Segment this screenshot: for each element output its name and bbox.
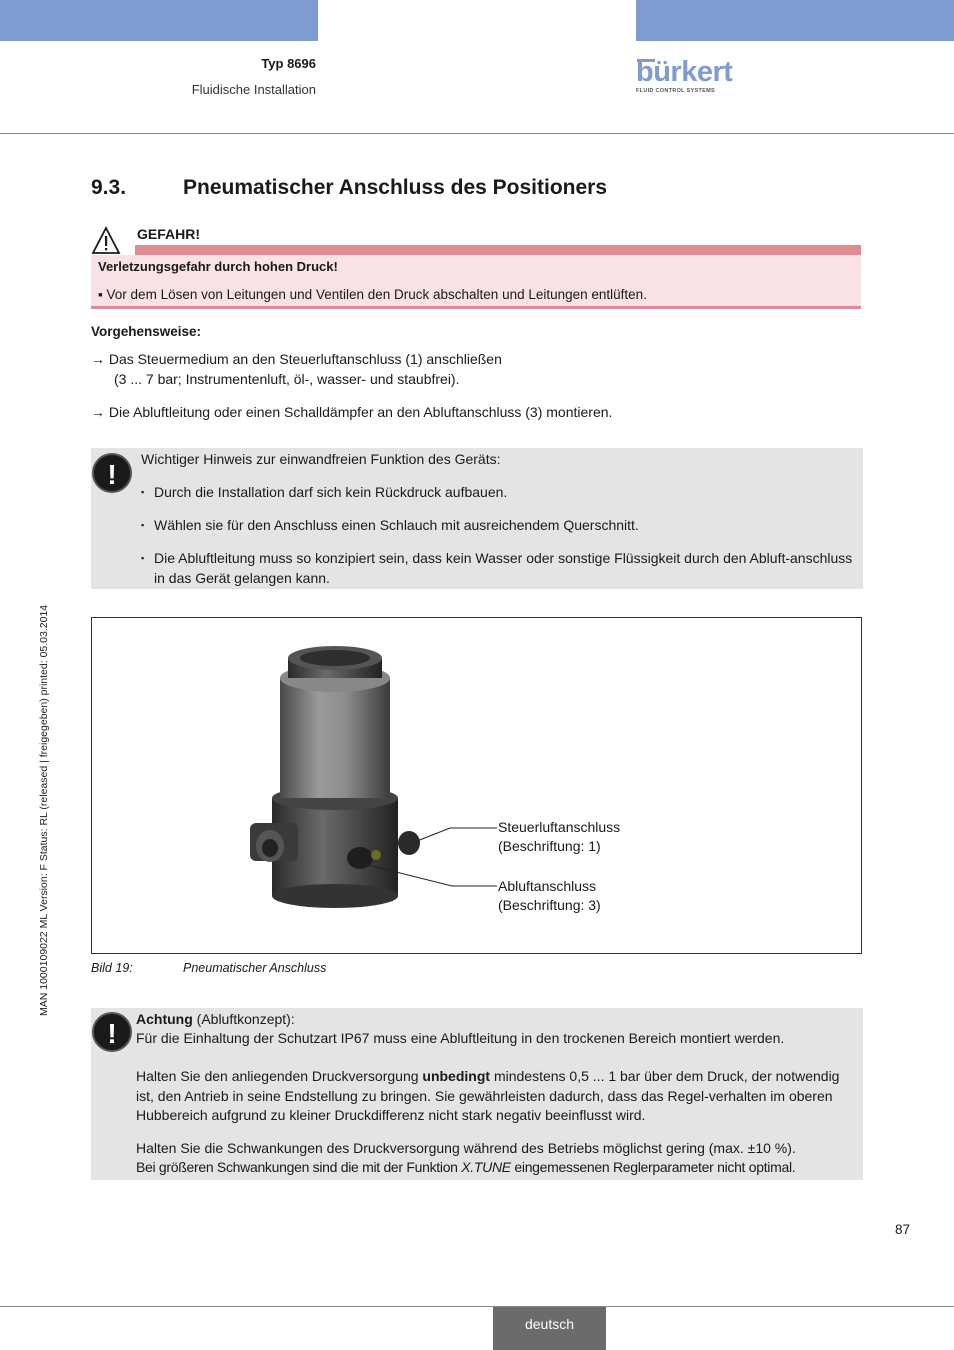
attention-heading	[136, 1010, 861, 1030]
attention-line-2: Für die Einhaltung der Schutzart IP67 muss eine Abluftleitung in den trockenen Bereich montiert werden.	[136, 1030, 785, 1046]
danger-title: Verletzungsgefahr durch hohen Druck!	[98, 259, 338, 274]
danger-header-bar	[135, 245, 861, 255]
figure-caption: Pneumatischer Anschluss	[183, 961, 327, 975]
figure-frame	[91, 617, 862, 954]
danger-box	[91, 255, 861, 309]
note-bullet: ▪ Wählen sie für den Anschluss einen Schlauch mit ausreichendem Querschnitt.	[141, 515, 859, 535]
p2-pre: Halten Sie den anliegenden Druckversorgung	[136, 1068, 423, 1084]
document-metadata-vertical: MAN 1000109022 ML Version: F Status: RL (released | freigegeben) printed: 05.03.2014	[38, 604, 50, 1016]
language-tab: deutsch	[493, 1307, 606, 1350]
warning-triangle-icon	[91, 226, 129, 256]
attention-paragraph-2	[136, 1067, 861, 1126]
chapter-subtitle: Fluidische Installation	[191, 82, 316, 97]
footer-divider	[0, 1306, 954, 1307]
procedure-step-1	[91, 349, 502, 389]
attention-bold: Achtung	[136, 1011, 193, 1027]
exclamation-icon: !	[92, 1012, 132, 1052]
callout-abluft	[498, 877, 601, 915]
note-intro: Wichtiger Hinweis zur einwandfreien Funktion des Geräts:	[141, 451, 501, 467]
attention-paragraph-3-line-2	[136, 1158, 861, 1178]
logo-tagline: FLUID CONTROL SYSTEMS	[636, 88, 715, 94]
header-divider	[0, 133, 954, 134]
note-bullet: ▪ Durch die Installation darf sich kein Rückdruck aufbauen.	[141, 482, 859, 502]
important-note-box	[91, 448, 863, 589]
p3-pre: Bei größeren Schwankungen sind die mit der Funktion	[136, 1159, 462, 1175]
figure-caption-number: Bild 19:	[91, 961, 133, 975]
header-color-bar-left	[0, 0, 318, 41]
procedure-label: Vorgehensweise:	[91, 324, 202, 339]
danger-label: GEFAHR!	[137, 226, 200, 242]
procedure-step-2: → Die Abluftleitung oder einen Schalldämpfer an den Abluftanschluss (3) montieren.	[91, 404, 613, 420]
section-number: 9.3.	[91, 176, 127, 199]
attention-paragraph-3-line-1: Halten Sie die Schwankungen des Druckversorgung während des Betriebs möglichst gering (max. ±10 %).	[136, 1140, 796, 1156]
callout-steuerluft-note: (Beschriftung: 1)	[498, 838, 601, 854]
header-color-bar-right	[636, 0, 954, 41]
document-type: Typ 8696	[261, 56, 316, 71]
section-title: Pneumatischer Anschluss des Positioners	[183, 176, 608, 199]
p2-post: mindestens 0,5 ... 1 bar über dem Druck, der notwendig ist, den Antrieb in seine Endstellung zu bringen. Sie gewährleisten dadurch, dass das Regel-verhalten im oberen Hubbereich aufgrund zu kleiner Druckdifferenz nicht stark negativ beeinflusst wird.	[136, 1068, 840, 1123]
p3-post: eingemessenen Reglerparameter nicht optimal.	[510, 1159, 796, 1175]
burkert-logo	[636, 58, 732, 94]
note-bullet: ▪ Die Abluftleitung muss so konzipiert sein, dass kein Wasser oder sonstige Flüssigkeit durch den Abluft-anschluss in das Gerät gelangen kann.	[141, 548, 859, 588]
step-1-line-2: (3 ... 7 bar; Instrumentenluft, öl-, wasser- und staubfrei).	[114, 371, 460, 387]
step-1-line-1: → Das Steuermedium an den Steuerluftanschluss (1) anschließen	[91, 351, 502, 367]
logo-wordmark: bürkert	[636, 56, 733, 88]
p2-bold: unbedingt	[422, 1068, 491, 1084]
exclamation-icon: !	[92, 453, 132, 493]
attention-heading-rest: (Abluftkonzept):	[192, 1011, 295, 1027]
page-number: 87	[895, 1222, 911, 1237]
p3-italic: X.TUNE	[461, 1159, 511, 1175]
callout-steuerluft	[498, 818, 620, 856]
callout-steuerluft-label: Steuerluftanschluss	[498, 819, 621, 835]
callout-abluft-label: Abluftanschluss	[498, 878, 597, 894]
positioner-illustration	[92, 618, 863, 955]
attention-note-box	[91, 1008, 863, 1180]
danger-item: ▪ Vor dem Lösen von Leitungen und Ventilen den Druck abschalten und Leitungen entlüften.	[98, 287, 647, 302]
callout-abluft-note: (Beschriftung: 3)	[498, 897, 601, 913]
